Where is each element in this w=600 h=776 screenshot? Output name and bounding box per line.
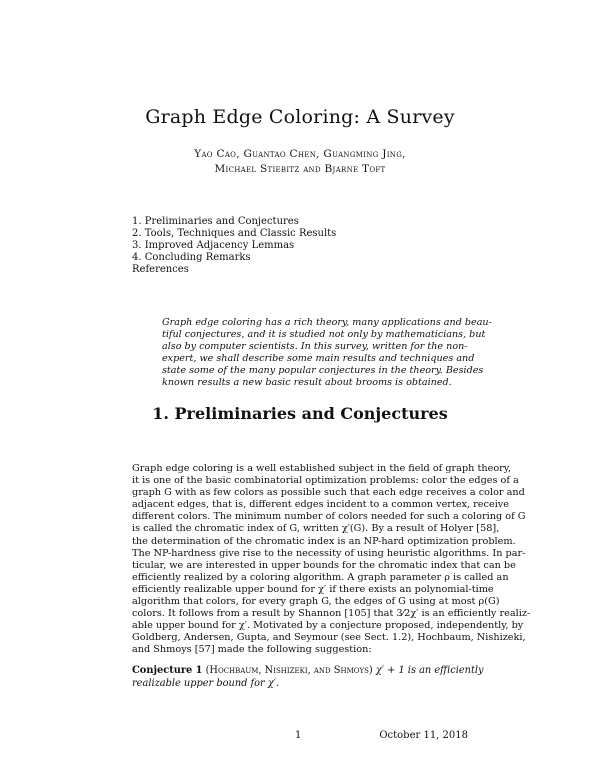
toc-item: 2. Tools, Techniques and Classic Results xyxy=(132,228,337,239)
abstract-line: tiful conjectures, and it is studied not only by mathematicians, but xyxy=(162,329,486,340)
conjecture-block xyxy=(132,665,484,690)
body-line: ticular, we are interested in upper bounds for the chromatic index that can be xyxy=(132,559,516,571)
body-line: the determination of the chromatic index is an NP-hard optimization problem. xyxy=(132,535,516,547)
body-line: efficiently realizable upper bound for χ′ if there exists an polynomial-time xyxy=(132,583,494,595)
toc-item: 4. Concluding Remarks xyxy=(132,252,251,263)
conjecture-label: Conjecture 1 xyxy=(132,665,203,676)
authors-line-1: Yao Cao, Guantao Chen, Guangming Jing, xyxy=(194,148,406,160)
conjecture-statement-part-2: realizable upper bound for χ′. xyxy=(132,677,280,689)
toc-item: 1. Preliminaries and Conjectures xyxy=(132,216,299,227)
abstract-line: expert, we shall describe some main results and techniques and xyxy=(162,353,475,364)
body-line: graph G with as few colors as possible such that each edge receives a color and xyxy=(132,487,525,499)
conjecture-attribution: (Hochbaum, Nishizeki, and Shmoys) xyxy=(205,665,373,676)
body-line: and Shmoys [57] made the following suggestion: xyxy=(132,644,372,656)
body-line: Goldberg, Andersen, Gupta, and Seymour (see Sect. 1.2), Hochbaum, Nishizeki, xyxy=(132,632,526,644)
body-line: efficiently realized by a coloring algorithm. A graph parameter ρ is called an xyxy=(132,571,509,583)
body-line: Graph edge coloring is a well established subject in the field of graph theory, xyxy=(132,463,512,474)
body-line: algorithm that colors, for every graph G, the edges of G using at most ρ(G) xyxy=(132,596,500,608)
conjecture-statement-part-1: χ′ + 1 is an efficiently xyxy=(375,665,484,676)
paper-title: Graph Edge Coloring: A Survey xyxy=(145,106,455,128)
abstract xyxy=(162,317,492,389)
footer-date: October 11, 2018 xyxy=(379,730,468,741)
section-heading: 1. Preliminaries and Conjectures xyxy=(152,404,448,423)
abstract-line: state some of the many popular conjectures in the theory. Besides xyxy=(162,365,484,376)
body-line: The NP-hardness give rise to the necessity of using heuristic algorithms. In par- xyxy=(132,547,526,559)
body-line: adjacent edges, that is, different edges incident to a common vertex, receive xyxy=(132,499,510,511)
body-line: different colors. The minimum number of colors needed for such a coloring of G xyxy=(132,511,526,523)
conjecture-line-1 xyxy=(132,665,484,678)
toc-item: 3. Improved Adjacency Lemmas xyxy=(132,240,295,251)
toc-item: References xyxy=(132,264,189,275)
body-text xyxy=(132,463,531,657)
body-line: is called the chromatic index of G, written χ′(G). By a result of Holyer [58], xyxy=(132,523,500,535)
body-line: colors. It follows from a result by Shannon [105] that 3⁄2χ′ is an efficiently realiz- xyxy=(132,608,531,620)
authors-line-2: Michael Stiebitz and Bjarne Toft xyxy=(214,163,386,175)
table-of-contents xyxy=(132,216,472,276)
body-line: able upper bound for χ′. Motivated by a conjecture proposed, independently, by xyxy=(132,620,524,632)
author-list xyxy=(0,147,600,177)
body-line: it is one of the basic combinatorial optimization problems: color the edges of a xyxy=(132,475,519,487)
abstract-line: known results a new basic result about brooms is obtained. xyxy=(162,377,452,388)
abstract-line: Graph edge coloring has a rich theory, many applications and beau- xyxy=(162,317,492,328)
page-number: 1 xyxy=(295,730,302,741)
abstract-line: also by computer scientists. In this survey, written for the non- xyxy=(162,341,468,352)
